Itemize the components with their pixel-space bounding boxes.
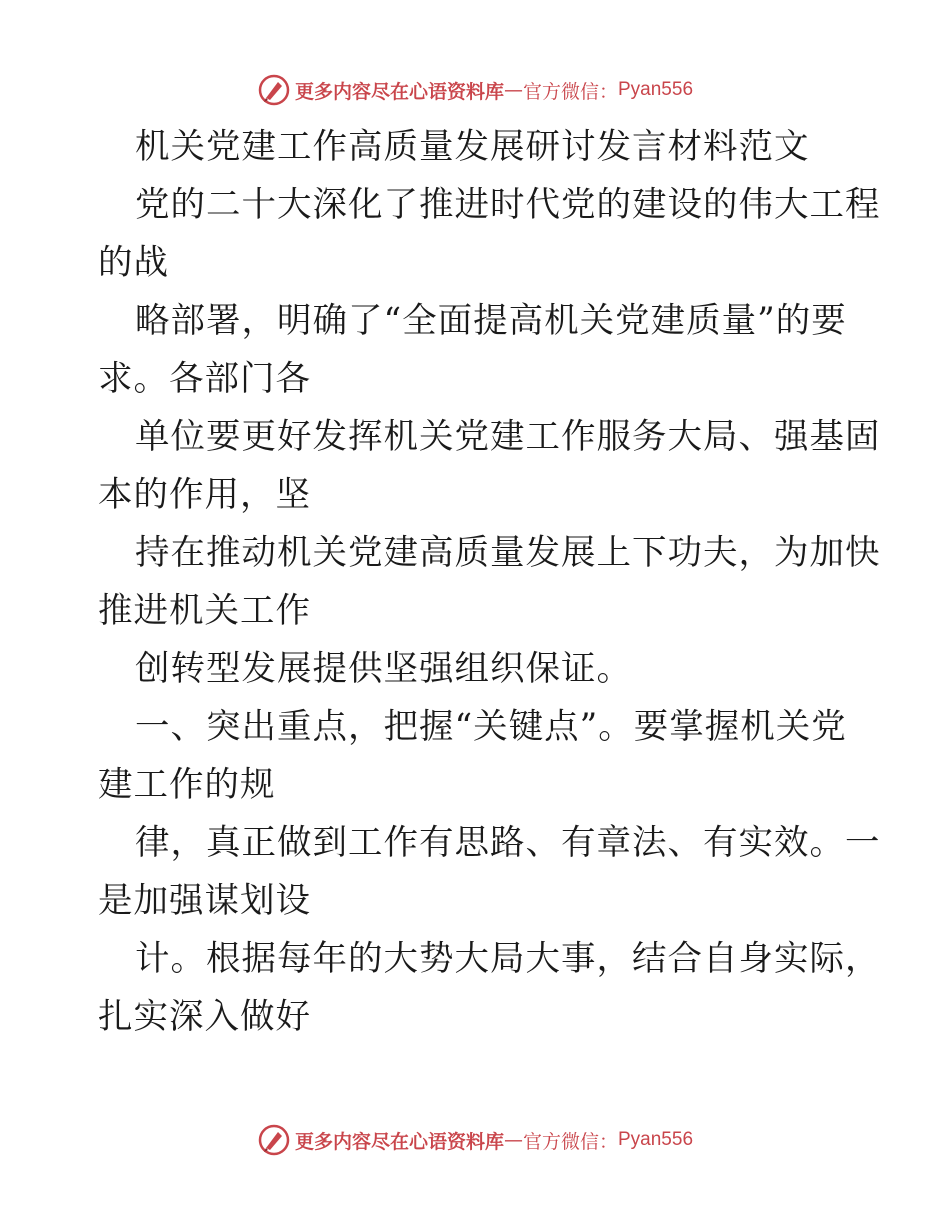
text-line: 律，真正做到工作有思路、有章法、有实效。一 <box>135 823 881 863</box>
text-line: 的战 <box>98 243 169 283</box>
header-watermark <box>0 70 950 110</box>
text-line: 一、突出重点，把握“关键点”。要掌握机关党 <box>135 707 847 747</box>
document-body <box>98 118 881 1046</box>
text-line: 创转型发展提供坚强组织保证。 <box>135 649 632 689</box>
text-line: 本的作用，坚 <box>98 475 311 515</box>
text-line: 是加强谋划设 <box>98 881 311 921</box>
watermark-dash: — <box>503 1129 523 1151</box>
watermark-dash: — <box>503 79 523 101</box>
text-line: 扎实深入做好 <box>98 997 311 1037</box>
text-line: 持在推动机关党建高质量发展上下功夫，为加快 <box>135 533 881 573</box>
watermark-sub-text: 官方微信： <box>522 1130 618 1153</box>
watermark-main-text: 更多内容尽在心语资料库 <box>294 1130 504 1153</box>
pen-logo-icon <box>257 1123 291 1157</box>
watermark-account: Pyan556 <box>618 1129 694 1150</box>
watermark-sub-text: 官方微信： <box>522 80 618 103</box>
text-line: 求。各部门各 <box>98 359 311 399</box>
pen-logo-icon <box>257 73 291 107</box>
text-line: 略部署，明确了“全面提高机关党建质量”的要 <box>135 301 847 341</box>
watermark-account: Pyan556 <box>618 79 694 100</box>
text-line: 推进机关工作 <box>98 591 311 631</box>
text-line: 党的二十大深化了推进时代党的建设的伟大工程 <box>135 185 881 225</box>
text-line: 建工作的规 <box>98 765 276 805</box>
document-title: 机关党建工作高质量发展研讨发言材料范文 <box>135 127 810 167</box>
footer-watermark <box>0 1120 950 1160</box>
text-line: 单位要更好发挥机关党建工作服务大局、强基固 <box>135 417 881 457</box>
text-line: 计。根据每年的大势大局大事，结合自身实际， <box>135 939 881 979</box>
watermark-main-text: 更多内容尽在心语资料库 <box>294 80 504 103</box>
